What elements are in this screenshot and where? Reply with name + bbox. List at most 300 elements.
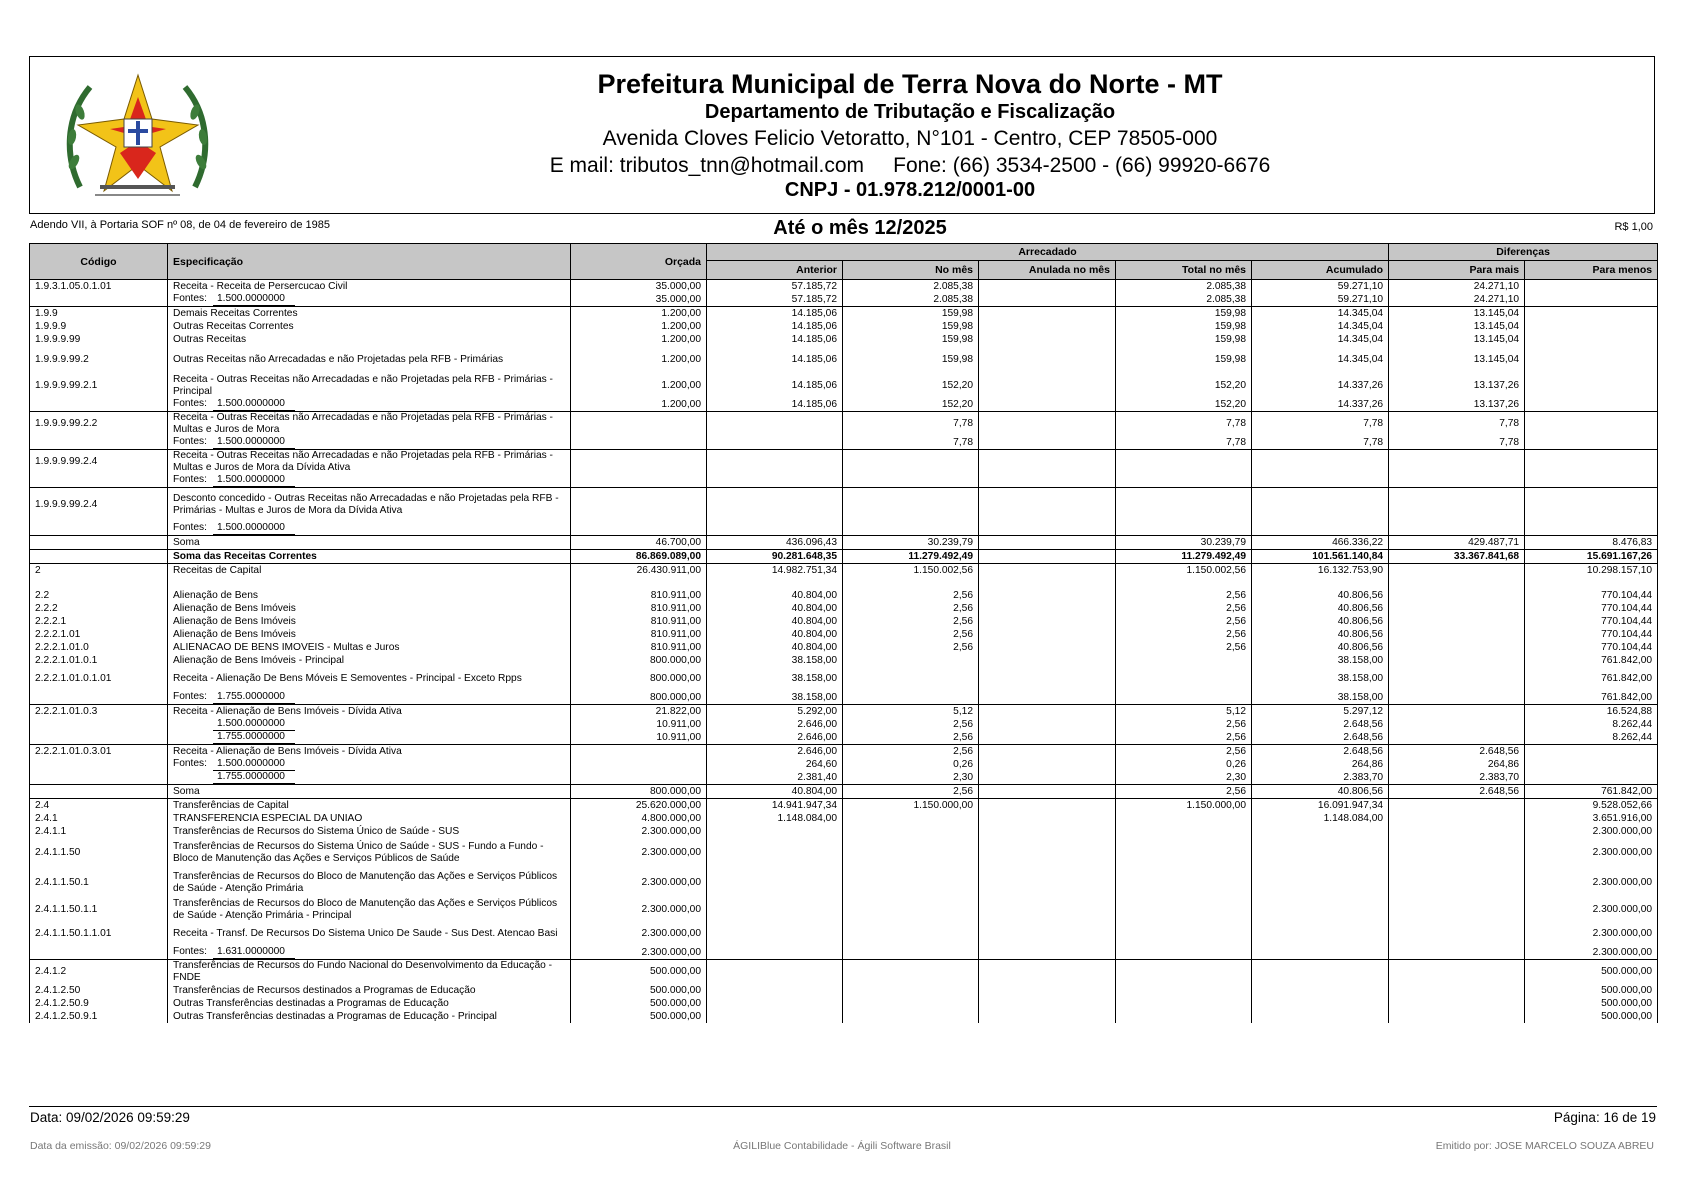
cell-value: 40.806,56	[1252, 589, 1389, 602]
cell-especificacao: Transferências de Capital	[168, 799, 571, 813]
cell-value	[707, 412, 843, 437]
cell-codigo: 1.9.9.9	[30, 320, 168, 333]
footer-date: Data: 09/02/2026 09:59:29	[30, 1110, 190, 1125]
cell-value	[979, 654, 1116, 667]
cell-codigo	[30, 718, 168, 731]
cell-value: 2.381,40	[707, 771, 843, 785]
cell-value	[1389, 946, 1525, 960]
cell-value	[1389, 898, 1525, 922]
table-row	[30, 745, 1658, 759]
cell-value	[843, 838, 979, 868]
cell-value	[1252, 898, 1389, 922]
fontes-label: Fontes:	[173, 293, 207, 304]
cell-value: 13.145,04	[1389, 346, 1525, 374]
cell-value: 101.561.140,84	[1252, 550, 1389, 564]
cell-value	[1525, 346, 1658, 374]
fonte-row	[30, 718, 1658, 731]
cell-value: 14.337,26	[1252, 398, 1389, 412]
cell-value: 14.185,06	[707, 346, 843, 374]
table-row	[30, 333, 1658, 346]
cell-value	[1389, 731, 1525, 745]
cell-value	[979, 641, 1116, 654]
fontes-label: Fontes:	[173, 946, 207, 957]
cell-value: 2.383,70	[1389, 771, 1525, 785]
cell-value	[1525, 771, 1658, 785]
fonte-code: 1.500.0000000	[213, 522, 295, 535]
cell-value	[1252, 450, 1389, 475]
cell-value	[843, 984, 979, 997]
cell-value: 466.336,22	[1252, 536, 1389, 550]
fonte-row	[30, 691, 1658, 705]
cell-especificacao	[168, 691, 571, 705]
cell-value	[1116, 691, 1252, 705]
cell-codigo: 2.4.1	[30, 812, 168, 825]
cell-value	[707, 825, 843, 838]
table-row	[30, 589, 1658, 602]
fonte-row	[30, 398, 1658, 412]
cell-value: 770.104,44	[1525, 641, 1658, 654]
cell-especificacao: Transferências de Recursos destinados a Programas de Educação	[168, 984, 571, 997]
cell-value: 770.104,44	[1525, 615, 1658, 628]
cell-value: 800.000,00	[571, 785, 707, 799]
cell-value: 38.158,00	[707, 691, 843, 705]
cell-value: 7,78	[843, 412, 979, 437]
cell-value: 2.300.000,00	[571, 946, 707, 960]
cell-value	[979, 745, 1116, 759]
cell-value: 1.200,00	[571, 346, 707, 374]
cell-value: 2,56	[843, 731, 979, 745]
cell-value: 761.842,00	[1525, 654, 1658, 667]
cell-especificacao: Receita - Outras Receitas não Arrecadadas e não Projetadas pela RFB - Primárias - Multas e Juros de Mora da Dívida Ativa	[168, 450, 571, 475]
cell-value: 1.200,00	[571, 333, 707, 346]
fonte-row	[30, 293, 1658, 307]
cell-value: 2.300.000,00	[1525, 898, 1658, 922]
cell-value	[1525, 280, 1658, 294]
cell-value	[1252, 960, 1389, 985]
cell-value	[979, 450, 1116, 475]
cell-value	[571, 758, 707, 771]
fonte-code: 1.755.0000000	[213, 771, 295, 784]
cell-codigo: 1.9.9	[30, 307, 168, 321]
cell-value: 159,98	[843, 333, 979, 346]
cell-value	[571, 412, 707, 437]
blank-cell	[707, 577, 843, 589]
cell-value	[571, 436, 707, 450]
cell-value: 13.137,26	[1389, 374, 1525, 398]
table-row	[30, 997, 1658, 1010]
cell-value	[979, 799, 1116, 813]
cell-value	[1525, 320, 1658, 333]
org-department: Departamento de Tributação e Fiscalização	[704, 101, 1116, 123]
cell-value	[843, 654, 979, 667]
cell-value	[843, 1010, 979, 1023]
cell-value	[843, 898, 979, 922]
cell-codigo: 1.9.9.9.99.2.4	[30, 450, 168, 475]
cell-value: 2,56	[1116, 641, 1252, 654]
cell-value: 14.941.947,34	[707, 799, 843, 813]
cell-value: 16.091.947,34	[1252, 799, 1389, 813]
cell-value: 2.648,56	[1389, 745, 1525, 759]
table-row	[30, 488, 1658, 523]
cell-value: 1.150.002,56	[843, 564, 979, 578]
footer-software: ÁGILIBlue Contabilidade - Ágili Software Brasil	[733, 1140, 951, 1152]
cell-value	[1116, 450, 1252, 475]
cell-especificacao: Receita - Alienação de Bens Imóveis - Dívida Ativa	[168, 705, 571, 719]
col-para-menos: Para menos	[1525, 261, 1658, 280]
cell-value: 4.800.000,00	[571, 812, 707, 825]
cell-value: 761.842,00	[1525, 785, 1658, 799]
cell-value	[843, 667, 979, 691]
cell-value: 500.000,00	[571, 1010, 707, 1023]
table-row	[30, 1010, 1658, 1023]
cell-codigo	[30, 550, 168, 564]
table-row	[30, 641, 1658, 654]
cell-value: 2.648,56	[1252, 718, 1389, 731]
cell-value: 800.000,00	[571, 654, 707, 667]
cell-value: 38.158,00	[1252, 691, 1389, 705]
cell-value: 159,98	[1116, 346, 1252, 374]
cell-value	[1525, 436, 1658, 450]
cell-codigo	[30, 758, 168, 771]
cell-codigo: 2.2.2.1.01.0.3.01	[30, 745, 168, 759]
table-row	[30, 868, 1658, 898]
cell-value	[571, 450, 707, 475]
cell-value: 5,12	[1116, 705, 1252, 719]
cell-value: 2,30	[843, 771, 979, 785]
cell-value: 24.271,10	[1389, 280, 1525, 294]
table-row	[30, 984, 1658, 997]
blank-cell	[979, 577, 1116, 589]
fonte-row	[30, 946, 1658, 960]
fonte-code: 1.500.0000000	[213, 398, 295, 411]
cell-value: 5,12	[843, 705, 979, 719]
cell-value: 14.982.751,34	[707, 564, 843, 578]
cell-value: 14.185,06	[707, 398, 843, 412]
cell-value: 5.297,12	[1252, 705, 1389, 719]
cell-value: 14.185,06	[707, 307, 843, 321]
cell-codigo	[30, 474, 168, 488]
cell-value: 2.300.000,00	[1525, 868, 1658, 898]
table-row	[30, 628, 1658, 641]
cell-especificacao	[168, 758, 571, 771]
cell-value: 57.185,72	[707, 293, 843, 307]
cell-especificacao: Alienação de Bens Imóveis	[168, 602, 571, 615]
cell-value: 810.911,00	[571, 589, 707, 602]
cell-value	[843, 946, 979, 960]
cell-value	[1525, 474, 1658, 488]
cell-value	[707, 960, 843, 985]
cell-value: 14.337,26	[1252, 374, 1389, 398]
cell-value: 500.000,00	[571, 984, 707, 997]
cell-value: 13.145,04	[1389, 307, 1525, 321]
cell-value	[843, 812, 979, 825]
cell-value	[1116, 838, 1252, 868]
table-row	[30, 307, 1658, 321]
cell-codigo: 2.2.2.1	[30, 615, 168, 628]
cell-value	[843, 450, 979, 475]
cell-value	[843, 474, 979, 488]
col-anterior: Anterior	[707, 261, 843, 280]
cell-codigo: 1.9.9.9.99	[30, 333, 168, 346]
cell-value: 86.869.089,00	[571, 550, 707, 564]
table-row	[30, 412, 1658, 437]
cell-value	[1116, 667, 1252, 691]
cell-value: 13.145,04	[1389, 320, 1525, 333]
cell-value	[843, 997, 979, 1010]
cell-especificacao: Alienação de Bens	[168, 589, 571, 602]
cell-especificacao: Transferências de Recursos do Bloco de Manutenção das Ações e Serviços Públicos de Saúde - Atenção Primária	[168, 868, 571, 898]
cell-value	[571, 474, 707, 488]
cell-value	[1389, 641, 1525, 654]
cell-codigo	[30, 436, 168, 450]
blank-cell	[30, 577, 168, 589]
cell-value: 14.345,04	[1252, 320, 1389, 333]
col-total-mes: Total no mês	[1116, 261, 1252, 280]
cell-value	[1525, 450, 1658, 475]
cell-value: 40.806,56	[1252, 641, 1389, 654]
blank-cell	[1252, 577, 1389, 589]
cell-value: 2,56	[843, 745, 979, 759]
cell-especificacao: Transferências de Recursos do Sistema Único de Saúde - SUS	[168, 825, 571, 838]
cell-value	[1252, 946, 1389, 960]
cell-especificacao: Transferências de Recursos do Bloco de Manutenção das Ações e Serviços Públicos de Saúde - Atenção Primária - Principal	[168, 898, 571, 922]
blank-cell	[1525, 577, 1658, 589]
cell-value: 8.262,44	[1525, 718, 1658, 731]
fonte-row	[30, 474, 1658, 488]
cell-value: 429.487,71	[1389, 536, 1525, 550]
cell-value	[979, 602, 1116, 615]
cell-value	[1116, 898, 1252, 922]
cell-value	[979, 825, 1116, 838]
cell-especificacao: Desconto concedido - Outras Receitas não Arrecadadas e não Projetadas pela RFB - Primárias - Multas e Juros de Mora da Dívida Ativa	[168, 488, 571, 523]
cell-value	[843, 922, 979, 946]
cell-value: 1.200,00	[571, 374, 707, 398]
cell-value: 2,56	[843, 628, 979, 641]
table-row	[30, 654, 1658, 667]
municipal-coat-of-arms-icon	[60, 67, 215, 205]
cell-especificacao: Outras Transferências destinadas a Programas de Educação	[168, 997, 571, 1010]
cell-value	[843, 868, 979, 898]
cell-value: 26.430.911,00	[571, 564, 707, 578]
cell-value: 1.150.000,00	[843, 799, 979, 813]
cell-value	[1389, 705, 1525, 719]
cell-value	[979, 346, 1116, 374]
cell-especificacao: Outras Receitas	[168, 333, 571, 346]
cell-codigo	[30, 691, 168, 705]
fontes-label: Fontes:	[173, 758, 207, 769]
cell-value: 40.804,00	[707, 615, 843, 628]
cell-value: 159,98	[1116, 307, 1252, 321]
cell-value: 2.300.000,00	[1525, 825, 1658, 838]
cell-value: 7,78	[1252, 412, 1389, 437]
cell-value: 40.804,00	[707, 589, 843, 602]
table-row	[30, 374, 1658, 398]
cell-value: 25.620.000,00	[571, 799, 707, 813]
cell-value	[979, 667, 1116, 691]
cell-value: 10.911,00	[571, 718, 707, 731]
cell-value	[843, 960, 979, 985]
cell-value: 2,56	[843, 641, 979, 654]
cell-codigo	[30, 536, 168, 550]
cell-value: 7,78	[1389, 436, 1525, 450]
cell-codigo	[30, 398, 168, 412]
table-row	[30, 550, 1658, 564]
cell-codigo	[30, 522, 168, 536]
col-orcada: Orçada	[571, 244, 707, 280]
cell-value: 7,78	[1252, 436, 1389, 450]
cell-value	[1525, 522, 1658, 536]
cell-value	[1525, 412, 1658, 437]
cell-value	[979, 564, 1116, 578]
table-row	[30, 536, 1658, 550]
cell-value: 152,20	[1116, 398, 1252, 412]
cell-value	[979, 984, 1116, 997]
col-para-mais: Para mais	[1389, 261, 1525, 280]
blank-cell	[843, 577, 979, 589]
cell-value	[1389, 812, 1525, 825]
cell-value	[1116, 922, 1252, 946]
cell-value	[979, 280, 1116, 294]
cell-value	[1389, 654, 1525, 667]
cell-value: 14.345,04	[1252, 346, 1389, 374]
cell-value: 810.911,00	[571, 641, 707, 654]
cell-value	[979, 812, 1116, 825]
cell-value	[1252, 868, 1389, 898]
cell-value: 7,78	[1389, 412, 1525, 437]
blank-cell	[1116, 577, 1252, 589]
col-especificacao: Especificação	[168, 244, 571, 280]
cell-value	[1389, 1010, 1525, 1023]
cell-value: 2.300.000,00	[571, 868, 707, 898]
cell-value: 2.646,00	[707, 745, 843, 759]
footer-emission: Data da emissão: 09/02/2026 09:59:29	[30, 1140, 211, 1152]
col-group-arrecadado: Arrecadado	[707, 244, 1389, 261]
table-row	[30, 615, 1658, 628]
fonte-row	[30, 436, 1658, 450]
cell-especificacao: Alienação de Bens Imóveis	[168, 615, 571, 628]
cell-value: 2.648,56	[1389, 785, 1525, 799]
table-row	[30, 838, 1658, 868]
cell-value	[979, 374, 1116, 398]
cell-value: 770.104,44	[1525, 589, 1658, 602]
cell-value: 800.000,00	[571, 667, 707, 691]
cell-value: 2,56	[1116, 615, 1252, 628]
cell-value: 40.806,56	[1252, 628, 1389, 641]
cell-value: 2.300.000,00	[571, 838, 707, 868]
cell-codigo: 1.9.9.9.99.2.1	[30, 374, 168, 398]
cell-value	[1389, 997, 1525, 1010]
table-row	[30, 960, 1658, 985]
cell-value	[707, 488, 843, 523]
cell-value	[843, 691, 979, 705]
cell-value: 810.911,00	[571, 628, 707, 641]
col-no-mes: No mês	[843, 261, 979, 280]
cell-value	[1525, 374, 1658, 398]
cell-especificacao	[168, 731, 571, 745]
cell-value: 2.300.000,00	[571, 898, 707, 922]
cell-value	[1389, 474, 1525, 488]
cell-value: 159,98	[843, 320, 979, 333]
cell-value	[707, 922, 843, 946]
col-acumulado: Acumulado	[1252, 261, 1389, 280]
cell-codigo	[30, 785, 168, 799]
cell-value: 2,56	[843, 615, 979, 628]
table-row	[30, 799, 1658, 813]
currency-unit: R$ 1,00	[1614, 221, 1653, 233]
cell-value: 264,86	[1389, 758, 1525, 771]
cell-especificacao: Receita - Receita de Persercucao Civil	[168, 280, 571, 294]
cell-value: 8.262,44	[1525, 731, 1658, 745]
cell-value	[979, 771, 1116, 785]
cell-value	[571, 771, 707, 785]
blank-cell	[571, 577, 707, 589]
cell-codigo: 2.2	[30, 589, 168, 602]
cell-value: 500.000,00	[1525, 984, 1658, 997]
cell-value	[1525, 758, 1658, 771]
cell-value	[1525, 398, 1658, 412]
cell-especificacao: Transferências de Recursos do Sistema Único de Saúde - SUS - Fundo a Fundo - Bloco de Manutenção das Ações e Serviços Públicos de Saúde	[168, 838, 571, 868]
cell-value	[1116, 474, 1252, 488]
cell-value	[1116, 984, 1252, 997]
cell-especificacao: Outras Transferências destinadas a Programas de Educação - Principal	[168, 1010, 571, 1023]
cell-value	[1389, 615, 1525, 628]
cell-value: 2,56	[843, 589, 979, 602]
cell-especificacao: ALIENACAO DE BENS IMOVEIS - Multas e Juros	[168, 641, 571, 654]
cell-codigo: 2.4.1.1.50.1	[30, 868, 168, 898]
table-row	[30, 320, 1658, 333]
table-row	[30, 346, 1658, 374]
cell-value	[1116, 1010, 1252, 1023]
org-address: Avenida Cloves Felicio Vetoratto, N°101 - Centro, CEP 78505-000	[602, 127, 1218, 150]
cell-value	[979, 333, 1116, 346]
cell-value	[1525, 293, 1658, 307]
cell-value: 2.300.000,00	[1525, 838, 1658, 868]
cell-value	[843, 825, 979, 838]
cell-value	[707, 1010, 843, 1023]
cell-value: 57.185,72	[707, 280, 843, 294]
cell-codigo	[30, 293, 168, 307]
cell-value: 8.476,83	[1525, 536, 1658, 550]
fonte-code: 1.500.0000000	[213, 474, 295, 487]
cell-value: 14.185,06	[707, 374, 843, 398]
fontes-label: Fontes:	[173, 691, 207, 702]
cell-value: 2.648,56	[1252, 731, 1389, 745]
cell-value	[1116, 960, 1252, 985]
cell-value: 500.000,00	[1525, 960, 1658, 985]
cell-value	[979, 838, 1116, 868]
cell-value	[979, 898, 1116, 922]
cell-value	[1116, 522, 1252, 536]
cell-value	[1389, 488, 1525, 523]
cell-value: 436.096,43	[707, 536, 843, 550]
cell-especificacao: Receita - Alienação De Bens Móveis E Semoventes - Principal - Exceto Rpps	[168, 667, 571, 691]
cell-codigo: 2.4.1.1.50.1.1	[30, 898, 168, 922]
report-period: Até o mês 12/2025	[773, 217, 947, 239]
cell-value: 2,56	[843, 785, 979, 799]
cell-value	[1389, 667, 1525, 691]
cell-value	[1389, 718, 1525, 731]
cell-value	[979, 946, 1116, 960]
cell-value: 2.300.000,00	[1525, 922, 1658, 946]
org-title: Prefeitura Municipal de Terra Nova do Norte - MT	[597, 69, 1223, 99]
footer-issued-by: Emitido por: JOSE MARCELO SOUZA ABREU	[1435, 1140, 1654, 1152]
col-group-diferencas: Diferenças	[1389, 244, 1658, 261]
cell-value	[1389, 922, 1525, 946]
cell-value: 770.104,44	[1525, 602, 1658, 615]
fonte-row	[30, 731, 1658, 745]
cell-value: 38.158,00	[1252, 667, 1389, 691]
cell-especificacao: Receita - Alienação de Bens Imóveis - Dívida Ativa	[168, 745, 571, 759]
